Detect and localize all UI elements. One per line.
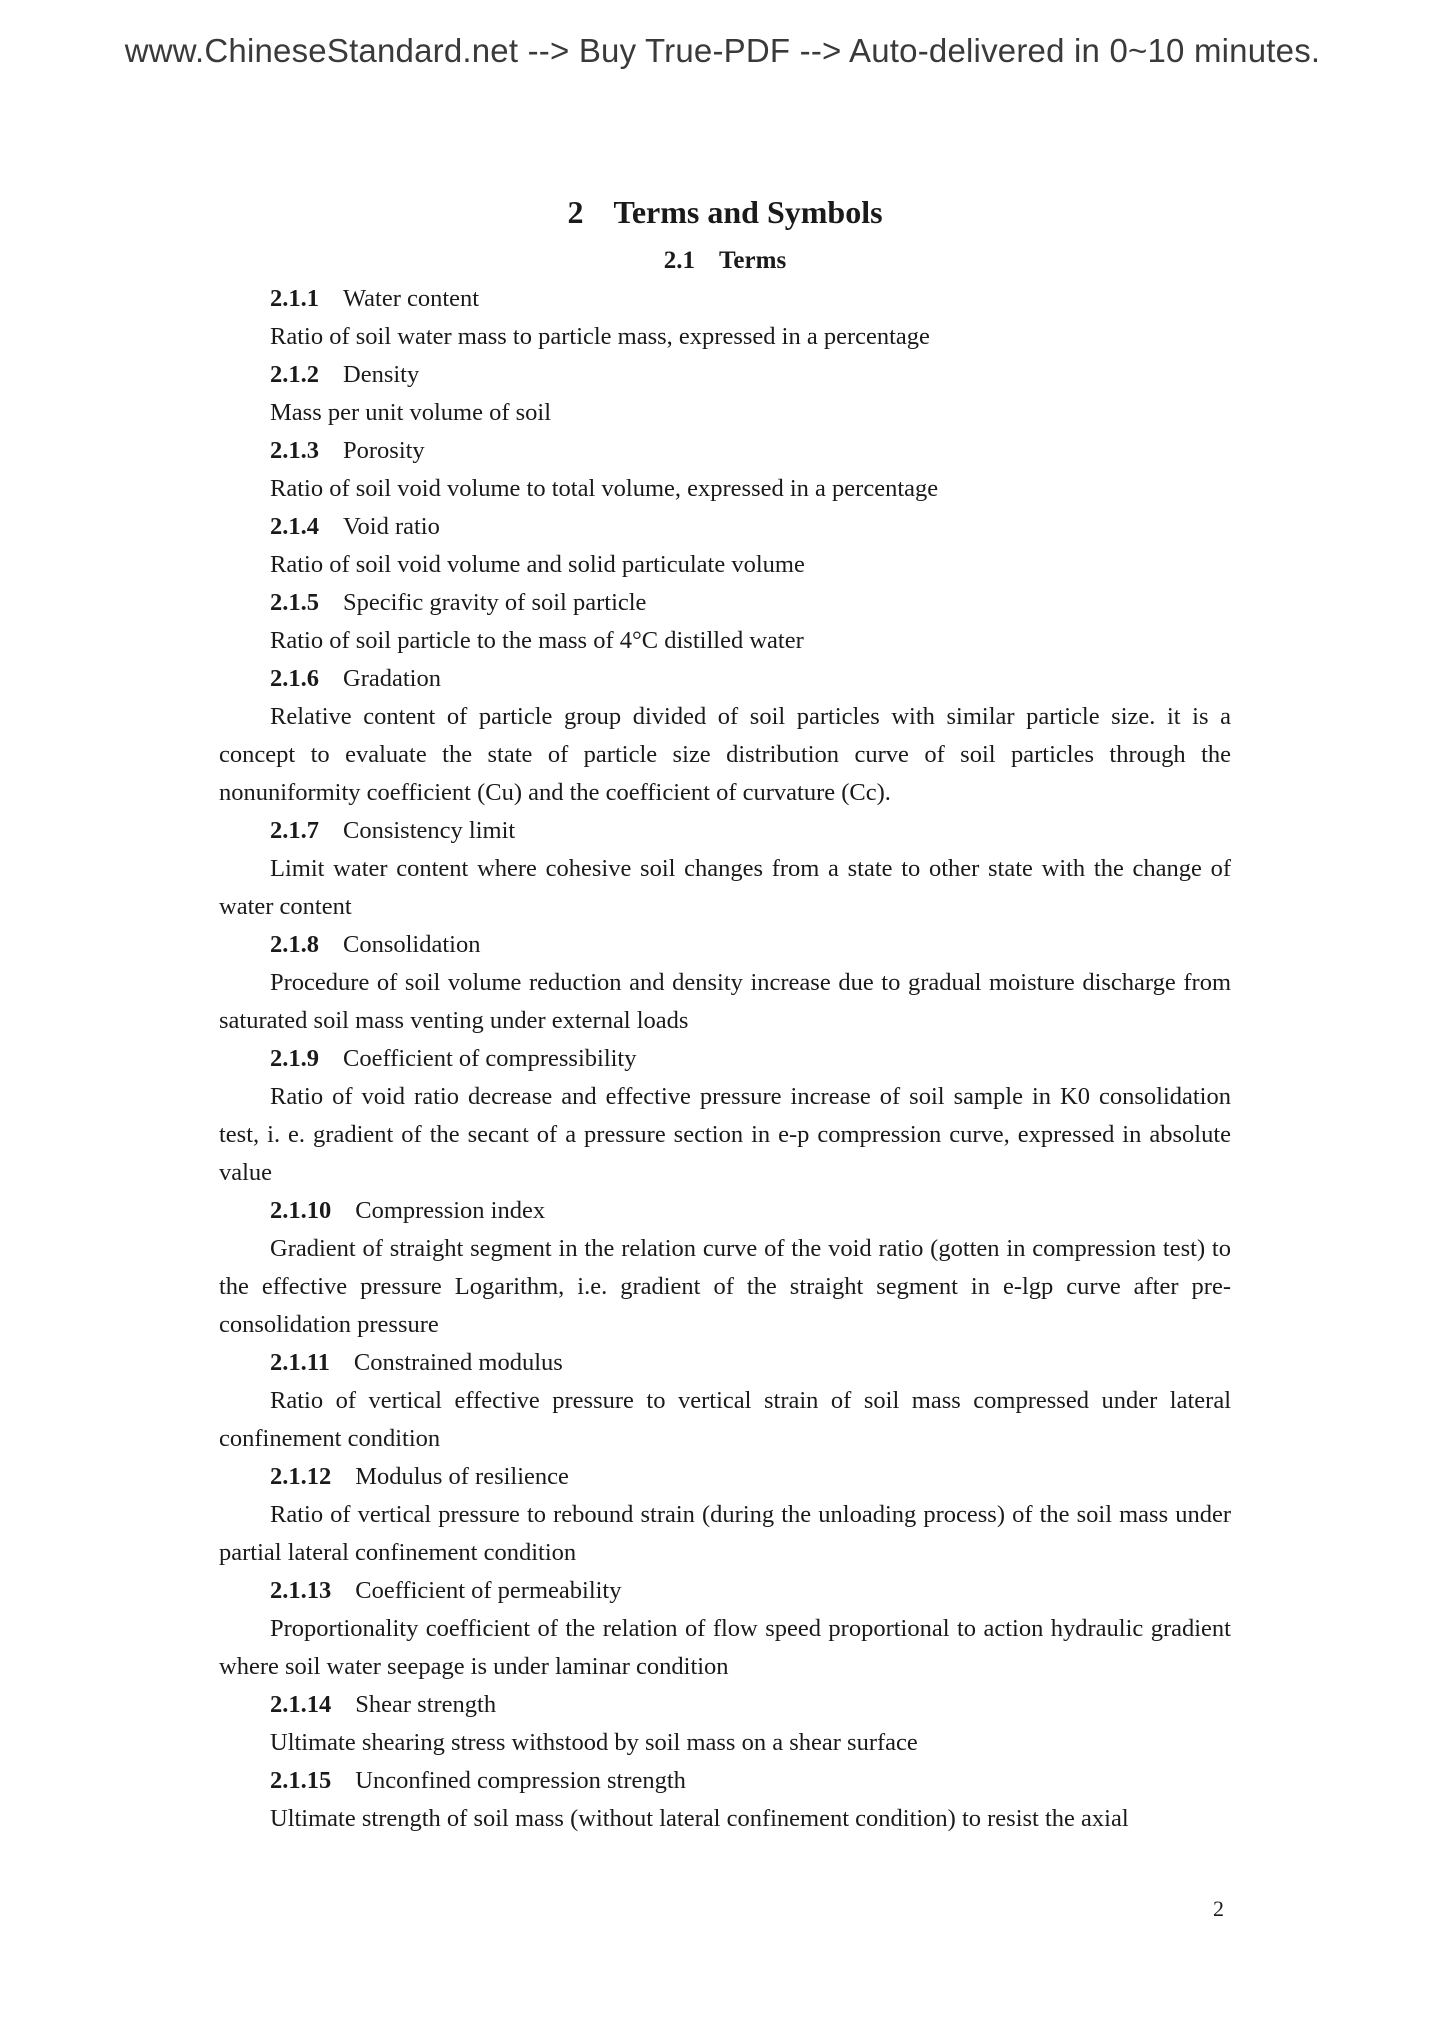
term-heading: [219, 356, 1231, 394]
term-number: 2.1.7: [270, 817, 319, 844]
term-definition: Ultimate shearing stress withstood by soil mass on a shear surface: [270, 1729, 918, 1756]
term-name: Consistency limit: [343, 817, 516, 844]
term-number: 2.1.1: [270, 285, 319, 312]
term-heading: [219, 812, 1231, 850]
term-number: 2.1.2: [270, 361, 319, 388]
section-number: 2.1: [663, 247, 696, 274]
term-heading: [219, 1572, 1231, 1610]
term-number: 2.1.4: [270, 513, 319, 540]
term-number: 2.1.11: [270, 1349, 330, 1376]
term-entry: [219, 1344, 1231, 1458]
term-name: Water content: [343, 285, 480, 312]
term-definition: Limit water content where cohesive soil changes from a state to other state with the change of water content: [219, 855, 1231, 920]
chapter-title: [219, 190, 1231, 234]
term-number: 2.1.9: [270, 1045, 319, 1072]
term-definition: Ratio of soil void volume to total volume, expressed in a percentage: [270, 475, 939, 502]
term-entry: [219, 432, 1231, 508]
term-heading: [219, 280, 1231, 318]
term-heading: [219, 1040, 1231, 1078]
term-name: Constrained modulus: [353, 1349, 563, 1376]
term-heading: [219, 1458, 1231, 1496]
term-definition: Ratio of vertical effective pressure to vertical strain of soil mass compressed under lateral confinement condition: [219, 1387, 1231, 1452]
document-body: [219, 190, 1231, 1838]
term-entry: [219, 1572, 1231, 1686]
term-number: 2.1.14: [270, 1691, 332, 1718]
term-name: Unconfined compression strength: [355, 1767, 686, 1794]
term-heading: [219, 660, 1231, 698]
term-name: Consolidation: [343, 931, 481, 958]
term-entry: [219, 1040, 1231, 1192]
term-number: 2.1.8: [270, 931, 319, 958]
term-name: Porosity: [343, 437, 425, 464]
term-name: Compression index: [355, 1197, 546, 1224]
term-entry: [219, 1686, 1231, 1762]
term-name: Void ratio: [343, 513, 440, 540]
term-entry: [219, 1762, 1231, 1838]
term-definition: Proportionality coefficient of the relation of flow speed proportional to action hydraulic gradient where soil water seepage is under laminar condition: [219, 1615, 1231, 1680]
term-definition: Ratio of void ratio decrease and effective pressure increase of soil sample in K0 consolidation test, i. e. gradient of the secant of a pressure section in e-p compression curve, expressed in absolute value: [219, 1083, 1231, 1186]
section-title: [219, 244, 1231, 278]
term-name: Gradation: [343, 665, 441, 692]
term-heading: [219, 584, 1231, 622]
term-heading: [219, 1762, 1231, 1800]
term-definition: Ratio of soil particle to the mass of 4°C distilled water: [270, 627, 804, 654]
term-heading: [219, 1686, 1231, 1724]
term-number: 2.1.13: [270, 1577, 332, 1604]
term-entry: [219, 280, 1231, 356]
term-entry: [219, 926, 1231, 1040]
term-heading: [219, 1344, 1231, 1382]
term-name: Density: [343, 361, 420, 388]
term-heading: [219, 432, 1231, 470]
term-name: Coefficient of permeability: [355, 1577, 622, 1604]
term-definition: Ultimate strength of soil mass (without lateral confinement condition) to resist the axial: [270, 1805, 1129, 1832]
source-banner: www.ChineseStandard.net --> Buy True-PDF --> Auto-delivered in 0~10 minutes.: [124, 32, 1321, 69]
term-name: Coefficient of compressibility: [343, 1045, 637, 1072]
term-definition: Ratio of vertical pressure to rebound strain (during the unloading process) of the soil mass under partial lateral confinement condition: [219, 1501, 1231, 1566]
term-number: 2.1.5: [270, 589, 319, 616]
term-name: Modulus of resilience: [355, 1463, 569, 1490]
term-name: Shear strength: [355, 1691, 497, 1718]
term-definition: Relative content of particle group divided of soil particles with similar particle size. it is a concept to evaluate the state of particle size distribution curve of soil particles through the nonuniformity coefficient (Cu) and the coefficient of curvature (Cc).: [219, 703, 1231, 806]
term-entry: [219, 584, 1231, 660]
page-number: 2: [1213, 1896, 1224, 1921]
term-entry: [219, 1192, 1231, 1344]
term-definition: Mass per unit volume of soil: [270, 399, 552, 426]
term-entry: [219, 356, 1231, 432]
term-number: 2.1.6: [270, 665, 319, 692]
term-name: Specific gravity of soil particle: [343, 589, 647, 616]
term-entry: [219, 1458, 1231, 1572]
term-number: 2.1.3: [270, 437, 319, 464]
chapter-title-text: Terms and Symbols: [613, 194, 883, 230]
term-heading: [219, 1192, 1231, 1230]
term-heading: [219, 926, 1231, 964]
section-title-text: Terms: [719, 247, 787, 274]
term-entry: [219, 508, 1231, 584]
term-entry: [219, 660, 1231, 812]
term-definition: Ratio of soil void volume and solid particulate volume: [270, 551, 805, 578]
term-number: 2.1.12: [270, 1463, 332, 1490]
term-heading: [219, 508, 1231, 546]
term-number: 2.1.15: [270, 1767, 332, 1794]
term-definition: Gradient of straight segment in the relation curve of the void ratio (gotten in compression test) to the effective pressure Logarithm, i.e. gradient of the straight segment in e-lgp curve after pre-consolidation pressure: [219, 1235, 1231, 1338]
term-definition: Ratio of soil water mass to particle mass, expressed in a percentage: [270, 323, 930, 350]
term-definition: Procedure of soil volume reduction and density increase due to gradual moisture discharge from saturated soil mass venting under external loads: [219, 969, 1231, 1034]
term-number: 2.1.10: [270, 1197, 332, 1224]
term-entry: [219, 812, 1231, 926]
chapter-number: 2: [567, 194, 584, 230]
